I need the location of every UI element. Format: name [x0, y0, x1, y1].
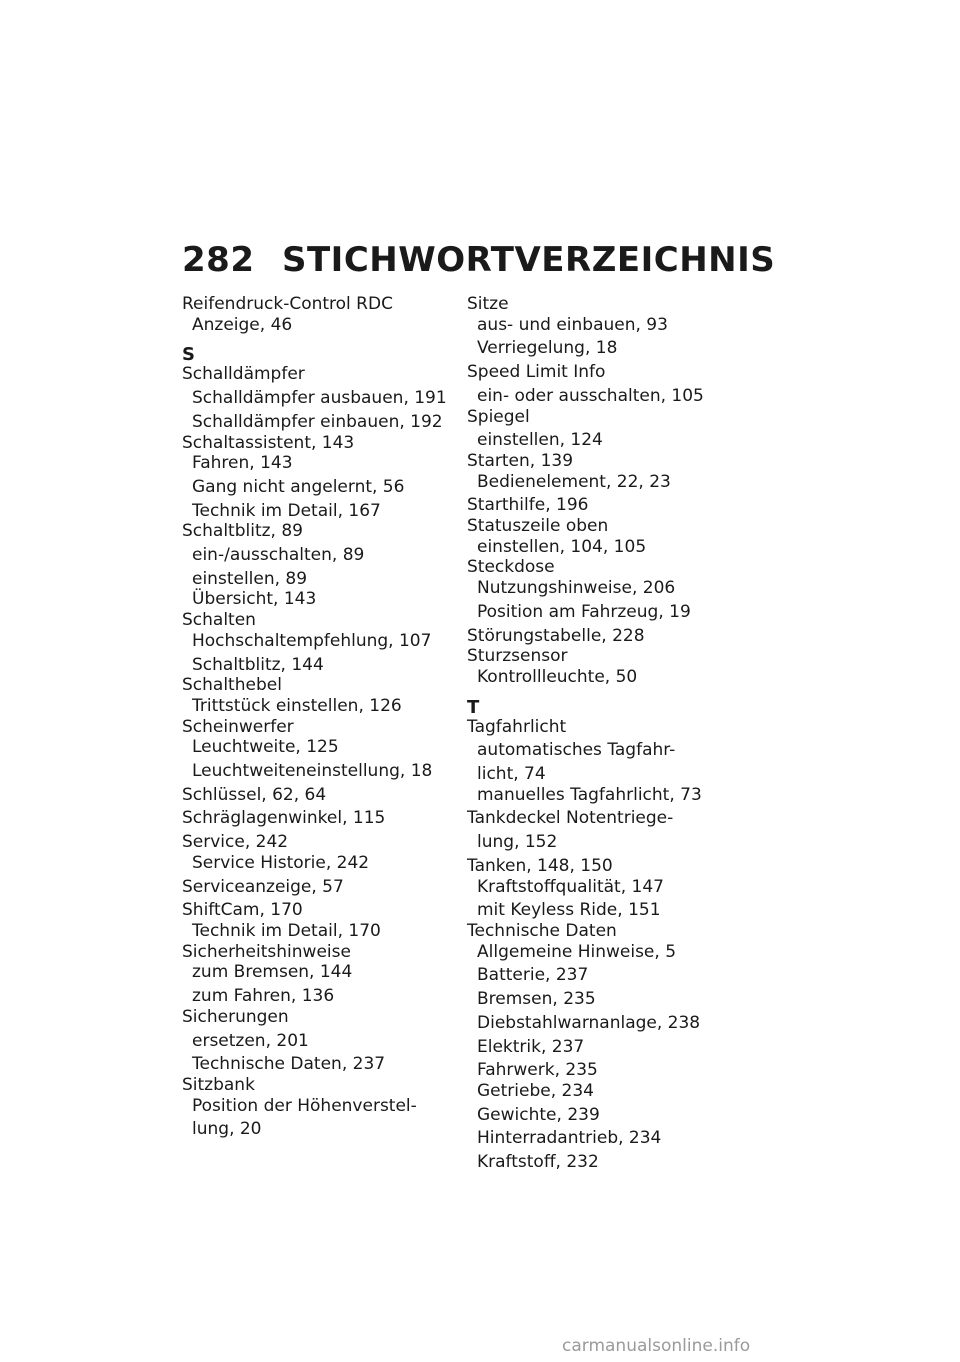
index-entry: Tagfahrlicht — [467, 716, 567, 737]
index-subentry: Elektrik, 237 — [477, 1036, 585, 1057]
index-subentry: Trittstück einstellen, 126 — [192, 695, 402, 716]
index-subentry: Hinterradantrieb, 234 — [477, 1128, 662, 1149]
index-entry: Steckdose — [467, 557, 555, 578]
index-subentry: Allgemeine Hinweise, 5 — [477, 941, 677, 962]
index-subentry: Leuchtweite, 125 — [192, 737, 339, 758]
index-subentry: Position am Fahrzeug, 19 — [477, 601, 691, 622]
index-subentry: Nutzungshinweise, 206 — [477, 578, 676, 599]
index-letter-heading: T — [467, 696, 480, 718]
index-entry: Schaltassistent, 143 — [182, 432, 355, 453]
index-entry: Sturzsensor — [467, 646, 568, 667]
index-entry: Scheinwerfer — [182, 716, 294, 737]
index-entry: Spiegel — [467, 406, 530, 427]
index-entry: Serviceanzeige, 57 — [182, 876, 344, 897]
index-entry: Technische Daten — [467, 920, 617, 941]
index-subentry: Bremsen, 235 — [477, 989, 596, 1010]
index-subentry: zum Fahren, 136 — [192, 986, 335, 1007]
index-subentry: Diebstahlwarnanlage, 238 — [477, 1012, 701, 1033]
index-entry: Statuszeile oben — [467, 516, 609, 537]
index-entry: Sitze — [467, 294, 509, 314]
index-subentry: Batterie, 237 — [477, 965, 589, 986]
index-entry: Schlüssel, 62, 64 — [182, 784, 327, 805]
index-column-left — [182, 294, 457, 1140]
index-subentry: Position der Höhenverstel- — [192, 1095, 417, 1116]
index-subentry: Getriebe, 234 — [477, 1080, 594, 1101]
index-subentry: mit Keyless Ride, 151 — [477, 900, 661, 921]
index-subentry: Kraftstoffqualität, 147 — [477, 876, 664, 897]
index-subentry: Technik im Detail, 170 — [192, 920, 381, 941]
index-subentry: Schaltblitz, 144 — [192, 654, 324, 675]
index-entry: ShiftCam, 170 — [182, 900, 303, 921]
index-subentry: einstellen, 104, 105 — [477, 536, 647, 557]
index-subentry: ersetzen, 201 — [192, 1030, 309, 1051]
index-subentry: Technische Daten, 237 — [192, 1054, 386, 1075]
index-entry: Reifendruck-Control RDC — [182, 294, 393, 314]
index-entry: Starthilfe, 196 — [467, 495, 589, 516]
index-entry: Schalthebel — [182, 675, 282, 696]
index-subentry: Fahrwerk, 235 — [477, 1060, 598, 1081]
index-subentry: Schalldämpfer einbauen, 192 — [192, 411, 443, 432]
index-entry: Schaltblitz, 89 — [182, 521, 303, 542]
index-subentry: licht, 74 — [477, 764, 546, 785]
index-subentry: automatisches Tagfahr- — [477, 740, 676, 761]
index-letter-heading: S — [182, 344, 195, 366]
index-subentry: ein-/ausschalten, 89 — [192, 545, 365, 566]
index-subentry: Kraftstoff, 232 — [477, 1152, 599, 1173]
index-subentry: ein- oder ausschalten, 105 — [477, 385, 704, 406]
index-entry: Sitzbank — [182, 1074, 255, 1095]
index-entry: Sicherheitshinweise — [182, 941, 351, 962]
index-subentry: Fahren, 143 — [192, 453, 293, 474]
index-entry: Störungstabelle, 228 — [467, 625, 645, 646]
index-entry: Schalldämpfer — [182, 364, 305, 385]
index-subentry: manuelles Tagfahrlicht, 73 — [477, 784, 702, 805]
watermark-text: carmanualsonline.info — [562, 1336, 751, 1356]
index-subentry: lung, 152 — [477, 832, 558, 853]
index-column-right — [467, 294, 742, 1173]
index-subentry: Leuchtweiteneinstellung, 18 — [192, 761, 433, 782]
index-subentry: Gang nicht angelernt, 56 — [192, 476, 405, 497]
index-subentry: einstellen, 124 — [477, 430, 603, 451]
index-subentry: Gewichte, 239 — [477, 1104, 600, 1125]
index-subentry: Anzeige, 46 — [192, 314, 293, 335]
index-subentry: aus- und einbauen, 93 — [477, 314, 668, 335]
index-entry: Tanken, 148, 150 — [467, 855, 613, 876]
index-subentry: lung, 20 — [192, 1119, 262, 1140]
index-subentry: einstellen, 89 — [192, 568, 308, 589]
index-subentry: Kontrollleuchte, 50 — [477, 666, 638, 687]
index-entry: Tankdeckel Notentriege- — [467, 808, 674, 829]
index-subentry: Übersicht, 143 — [192, 589, 317, 610]
index-subentry: Verriegelung, 18 — [477, 338, 618, 359]
index-subentry: Hochschaltempfehlung, 107 — [192, 630, 432, 651]
index-subentry: Schalldämpfer ausbauen, 191 — [192, 388, 447, 409]
index-entry: Speed Limit Info — [467, 362, 606, 383]
index-subentry: Service Historie, 242 — [192, 852, 370, 873]
index-subentry: zum Bremsen, 144 — [192, 962, 353, 983]
index-subentry: Bedienelement, 22, 23 — [477, 471, 671, 492]
index-entry: Starten, 139 — [467, 450, 574, 471]
index-entry: Sicherungen — [182, 1006, 289, 1027]
page-header — [182, 240, 775, 280]
index-subentry: Technik im Detail, 167 — [192, 500, 381, 521]
index-entry: Schräglagenwinkel, 115 — [182, 808, 386, 829]
page-number: 282 — [182, 240, 255, 280]
section-title: STICHWORTVERZEICHNIS — [282, 240, 776, 280]
index-entry: Service, 242 — [182, 832, 289, 853]
index-entry: Schalten — [182, 610, 256, 631]
